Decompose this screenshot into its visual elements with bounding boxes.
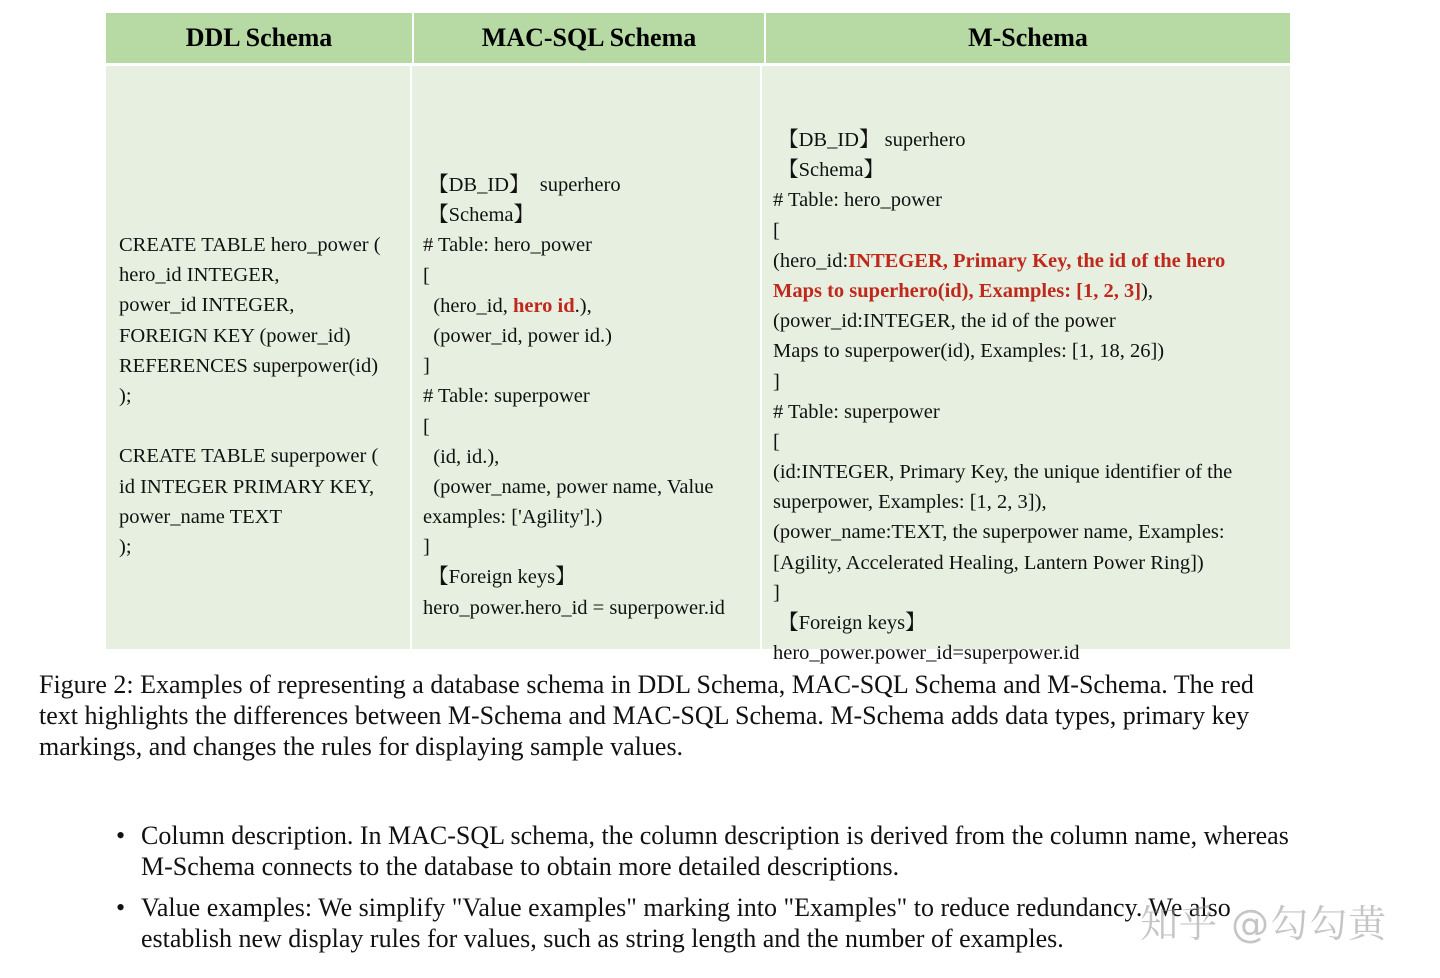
code-line: superpower, Examples: [1, 2, 3]), — [773, 491, 1047, 514]
highlighted-separator: , — [968, 279, 979, 302]
code-line: Maps to superpower(id), Examples: [1, 18, 26]) — [773, 340, 1165, 363]
code-line: (id:INTEGER, Primary Key, the unique identifier of the — [773, 461, 1233, 484]
code-line: power_name TEXT — [119, 505, 282, 528]
bullet-item-column-description — [116, 820, 1376, 882]
code-line: 【Foreign keys】 — [423, 566, 576, 589]
highlighted-separator: , — [1066, 249, 1077, 272]
bullet-icon: • — [116, 893, 126, 922]
header-macsql-schema: MAC-SQL Schema — [414, 13, 766, 63]
code-line: 【DB_ID】 superhero — [423, 174, 621, 196]
highlighted-text: INTEGER — [848, 249, 943, 272]
code-line: 【DB_ID】 superhero — [773, 129, 966, 151]
code-text: (hero_id, — [423, 294, 513, 317]
code-line: ); — [119, 384, 132, 407]
table-header-row — [106, 13, 1290, 66]
code-line: examples: ['Agility'].) — [423, 506, 603, 529]
bullet-line: Column description. In MAC-SQL schema, the column description is derived from the column name, whereas — [141, 821, 1289, 850]
highlighted-text: Examples: [1, 2, 3] — [978, 279, 1142, 302]
code-text: .), — [574, 294, 592, 317]
code-text: (hero_id: — [773, 249, 849, 272]
table-body-row — [106, 66, 1290, 665]
code-line: ] — [423, 355, 430, 378]
caption-line: text highlights the differences between M-Schema and MAC-SQL Schema. M-Schema adds data types, primary key — [39, 701, 1250, 730]
code-line-highlighted — [773, 276, 1290, 306]
highlighted-separator: , — [942, 249, 953, 272]
code-line: CREATE TABLE hero_power ( — [119, 234, 381, 256]
code-line: id INTEGER PRIMARY KEY, — [119, 475, 375, 498]
schema-comparison-table — [106, 13, 1290, 665]
code-line: 【Foreign keys】 — [773, 612, 926, 634]
code-line: ); — [119, 535, 132, 558]
code-line: ] — [773, 581, 780, 604]
ddl-schema-cell — [106, 66, 412, 649]
highlighted-text: Maps to superhero(id) — [773, 279, 969, 302]
code-line: [ — [773, 219, 780, 242]
code-line — [119, 411, 410, 441]
code-line: [Agility, Accelerated Healing, Lantern Power Ring]) — [773, 551, 1204, 574]
code-line-highlighted — [423, 291, 760, 321]
code-line: [ — [773, 430, 780, 453]
code-line: ] — [773, 370, 780, 393]
bullet-icon: • — [116, 821, 126, 850]
code-line: CREATE TABLE superpower ( — [119, 445, 379, 468]
m-schema-cell — [762, 66, 1290, 665]
caption-line: Figure 2: Examples of representing a database schema in DDL Schema, MAC-SQL Schema and M-Schema. The red — [39, 670, 1254, 699]
bullet-line: Value examples: We simplify "Value examples" marking into "Examples" to reduce redundancy. We also — [141, 893, 1231, 922]
watermark-text: 知乎 @勾勾黄 — [1140, 902, 1388, 946]
code-line: 【Schema】 — [773, 159, 885, 182]
code-line: (power_name, power name, Value — [423, 475, 714, 498]
macsql-schema-cell — [412, 66, 762, 649]
highlighted-text: Primary Key — [952, 249, 1067, 272]
code-line: (power_name:TEXT, the superpower name, Examples: — [773, 521, 1225, 544]
header-ddl-schema: DDL Schema — [106, 13, 414, 63]
code-line: # Table: superpower — [773, 400, 940, 423]
highlighted-text: hero id — [512, 294, 575, 317]
code-line: [ — [423, 415, 430, 438]
m-schema-code-block — [762, 125, 1290, 668]
code-line: [ — [423, 264, 430, 287]
code-line: power_id INTEGER, — [119, 294, 295, 317]
bullet-line: M-Schema connects to the database to obtain more detailed descriptions. — [141, 852, 900, 881]
macsql-code-block — [412, 170, 760, 623]
code-line: hero_power.power_id=superpower.id — [773, 642, 1080, 665]
code-line: # Table: superpower — [423, 385, 590, 408]
code-line: REFERENCES superpower(id) — [119, 354, 379, 377]
code-text: ), — [1141, 279, 1153, 302]
code-line: (power_id:INTEGER, the id of the power — [773, 310, 1116, 333]
code-line: # Table: hero_power — [773, 189, 942, 212]
bullet-line: establish new display rules for values, such as string length and the number of examples. — [141, 924, 1064, 953]
code-line-highlighted — [773, 246, 1290, 276]
header-m-schema: M-Schema — [968, 23, 1088, 52]
code-line: hero_id INTEGER, — [119, 264, 280, 287]
code-line: 【Schema】 — [423, 204, 535, 227]
code-line: (power_id, power id.) — [423, 324, 613, 347]
code-line: hero_power.hero_id = superpower.id — [423, 596, 725, 619]
code-line: (id, id.), — [423, 445, 500, 468]
code-line: # Table: hero_power — [423, 234, 592, 257]
code-line: FOREIGN KEY (power_id) — [119, 324, 351, 347]
caption-line: markings, and changes the rules for displaying sample values. — [39, 732, 684, 761]
highlighted-text: the id of the hero — [1076, 249, 1226, 272]
figure-caption — [39, 669, 1369, 762]
code-line: ] — [423, 536, 430, 559]
ddl-code-block — [106, 230, 410, 562]
